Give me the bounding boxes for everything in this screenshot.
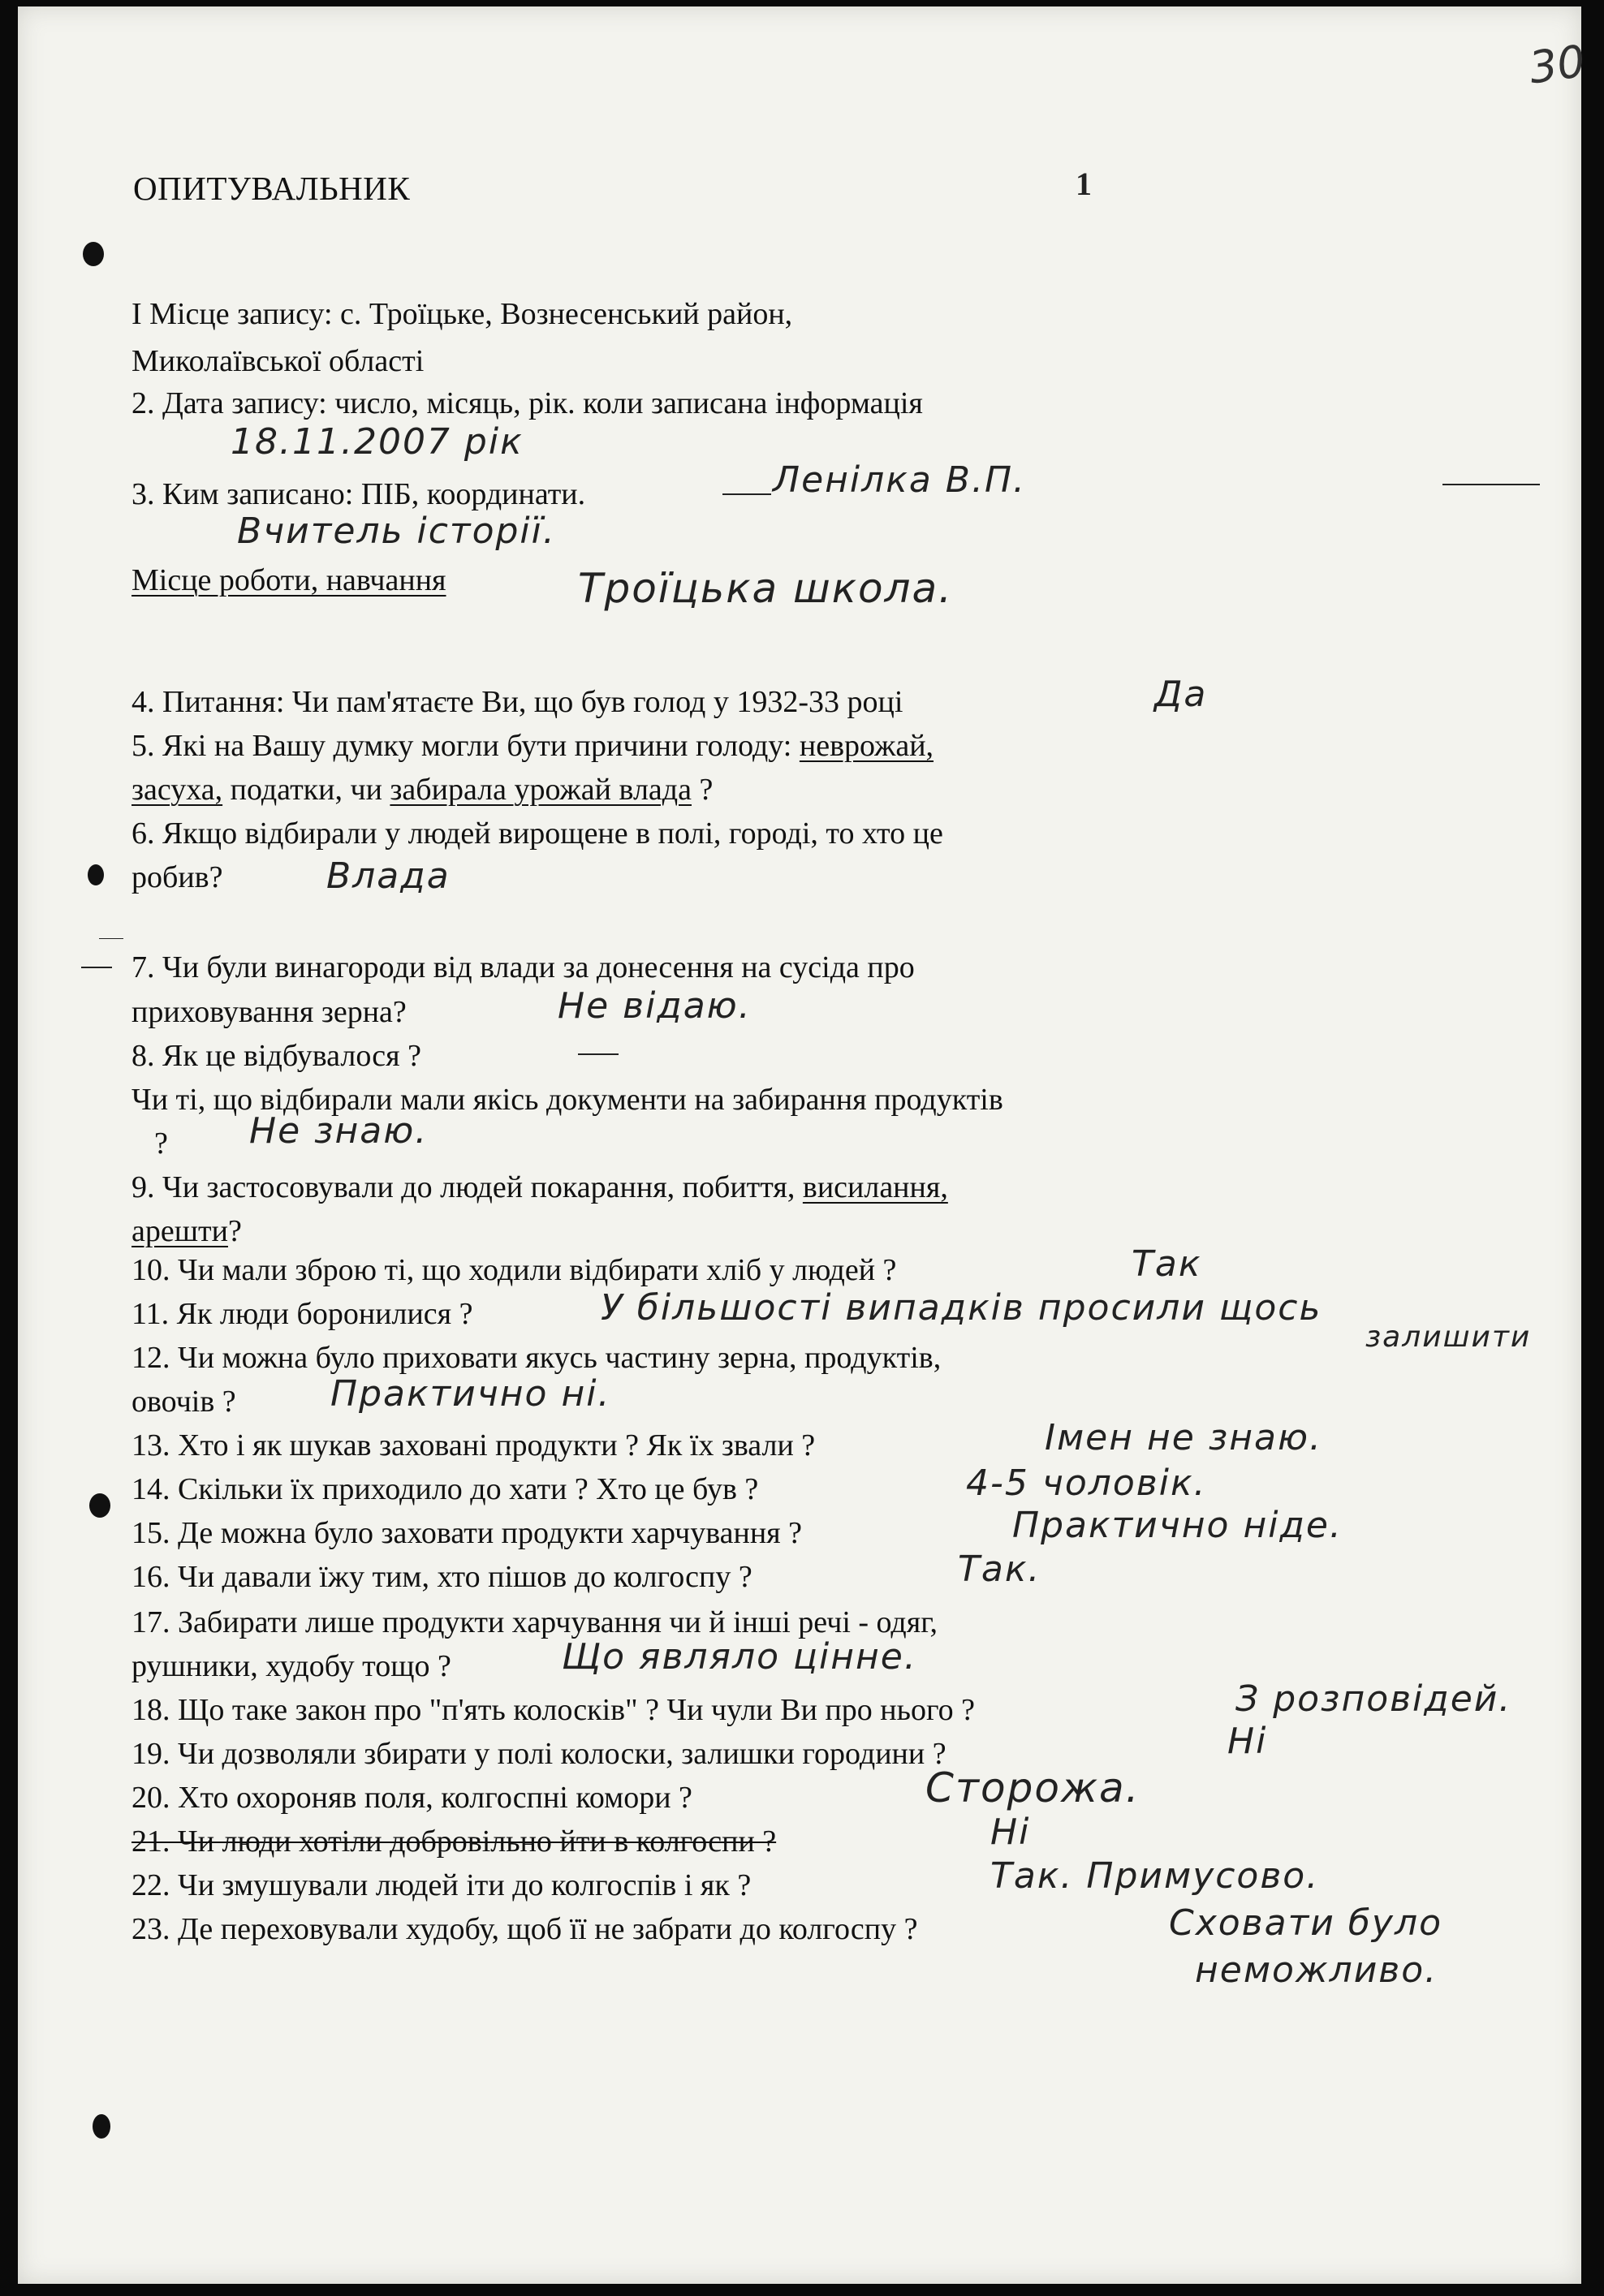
line-recorder: 3. Ким записано: ПІБ, координати. <box>132 477 586 511</box>
answer-6: Влада <box>326 855 451 897</box>
question-20: 20. Хто охороняв поля, колгоспні комори ? <box>132 1781 692 1815</box>
top-mark: 1 <box>1076 166 1092 202</box>
question-15: 15. Де можна було заховати продукти харчування ? <box>132 1516 803 1550</box>
margin-dash <box>1442 484 1540 485</box>
answer-23: Сховати було <box>1169 1902 1443 1944</box>
answer-7: Не відаю. <box>558 985 752 1027</box>
question-23: 23. Де переховували худобу, щоб її не забрати до колгоспу ? <box>132 1912 918 1946</box>
answer-12: Практично ні. <box>330 1373 611 1415</box>
question-6b: робив? <box>132 860 223 894</box>
answer-14: 4-5 чоловік. <box>966 1462 1207 1504</box>
punch-hole <box>89 1493 110 1518</box>
line-region: Миколаївської області <box>132 344 425 378</box>
answer-22: Так. Примусово. <box>990 1855 1320 1897</box>
answer-17: Що являло цінне. <box>562 1636 917 1678</box>
margin-dash <box>81 967 112 968</box>
questionnaire-sheet <box>18 6 1589 2284</box>
question-5b: засуха, податки, чи забирала урожай влада ? <box>132 773 714 807</box>
question-8b: Чи ті, що відбирали мали якісь документи на забирання продуктів <box>132 1083 1003 1117</box>
question-18: 18. Що таке закон про "п'ять колосків" ? Чи чули Ви про нього ? <box>132 1693 975 1727</box>
line-place: I Місце запису: с. Троїцьке, Вознесенський район, <box>132 297 793 331</box>
question-14: 14. Скільки їх приходило до хати ? Хто це був ? <box>132 1472 759 1506</box>
question-10: 10. Чи мали зброю ті, що ходили відбирати хліб у людей ? <box>132 1253 897 1287</box>
answer-21: Ні <box>990 1811 1031 1853</box>
punch-hole <box>83 242 104 266</box>
question-7a: 7. Чи були винагороди від влади за донесення на сусіда про <box>132 950 915 984</box>
hw-workplace: Троїцька школа. <box>578 565 954 612</box>
answer-13: Імен не знаю. <box>1045 1417 1322 1458</box>
hw-date: 18.11.2007 рік <box>231 421 524 463</box>
punch-hole <box>88 864 104 885</box>
question-22: 22. Чи змушували людей іти до колгоспів і як ? <box>132 1868 752 1902</box>
answer-23-cont: неможливо. <box>1195 1949 1438 1991</box>
question-13: 13. Хто і як шукав заховані продукти ? Як їх звали ? <box>132 1428 816 1462</box>
fill-dash <box>722 493 771 495</box>
question-5a: 5. Які на Вашу думку могли бути причини голоду: неврожай, <box>132 729 934 763</box>
hw-recorder-role: Вчитель історії. <box>237 510 556 552</box>
answer-10: Так <box>1132 1243 1202 1285</box>
document-title: ОПИТУВАЛЬНИК <box>133 170 411 207</box>
question-8c: ? <box>154 1126 168 1161</box>
question-8: 8. Як це відбувалося ? <box>132 1039 421 1073</box>
question-17b: рушники, худобу тощо ? <box>132 1649 451 1683</box>
hw-recorder: Ленілка В.П. <box>773 459 1027 501</box>
answer-19: Ні <box>1227 1721 1268 1762</box>
answer-8: Не знаю. <box>249 1110 429 1152</box>
handwritten-page-number: 30 <box>1525 35 1589 94</box>
question-17a: 17. Забирати лише продукти харчування чи й інші речі - одяг, <box>132 1605 938 1639</box>
question-7b: приховування зерна? <box>132 995 407 1029</box>
question-6a: 6. Якщо відбирали у людей вирощене в полі, городі, то хто це <box>132 816 943 851</box>
question-19: 19. Чи дозволяли збирати у полі колоски, залишки городини ? <box>132 1737 946 1771</box>
answer-4: Да <box>1154 674 1208 715</box>
question-12a: 12. Чи можна було приховати якусь частину зерна, продуктів, <box>132 1341 942 1375</box>
question-11: 11. Як люди боронилися ? <box>132 1297 473 1331</box>
answer-8-dash <box>578 1053 619 1055</box>
question-9b: арешти? <box>132 1214 242 1248</box>
question-21: 21. Чи люди хотіли добровільно йти в колгоспи ? <box>132 1824 777 1859</box>
question-12b: овочів ? <box>132 1385 236 1419</box>
answer-18: З розповідей. <box>1235 1678 1512 1720</box>
punch-hole <box>93 2114 110 2139</box>
answer-11-cont: залишити <box>1365 1320 1532 1354</box>
answer-16: Так. <box>958 1549 1041 1590</box>
line-date: 2. Дата запису: число, місяць, рік. коли записана інформація <box>132 386 923 420</box>
question-16: 16. Чи давали їжу тим, хто пішов до колгоспу ? <box>132 1560 752 1594</box>
line-workplace: Місце роботи, навчання <box>132 563 446 597</box>
question-4: 4. Питання: Чи пам'ятаєте Ви, що був голод у 1932-33 році <box>132 685 903 719</box>
answer-20: Сторожа. <box>925 1764 1140 1811</box>
answer-11: У більшості випадків просили щось <box>601 1287 1322 1329</box>
margin-dash <box>99 938 123 939</box>
answer-15: Практично ніде. <box>1012 1505 1343 1546</box>
question-9a: 9. Чи застосовували до людей покарання, побиття, висилання, <box>132 1170 948 1204</box>
